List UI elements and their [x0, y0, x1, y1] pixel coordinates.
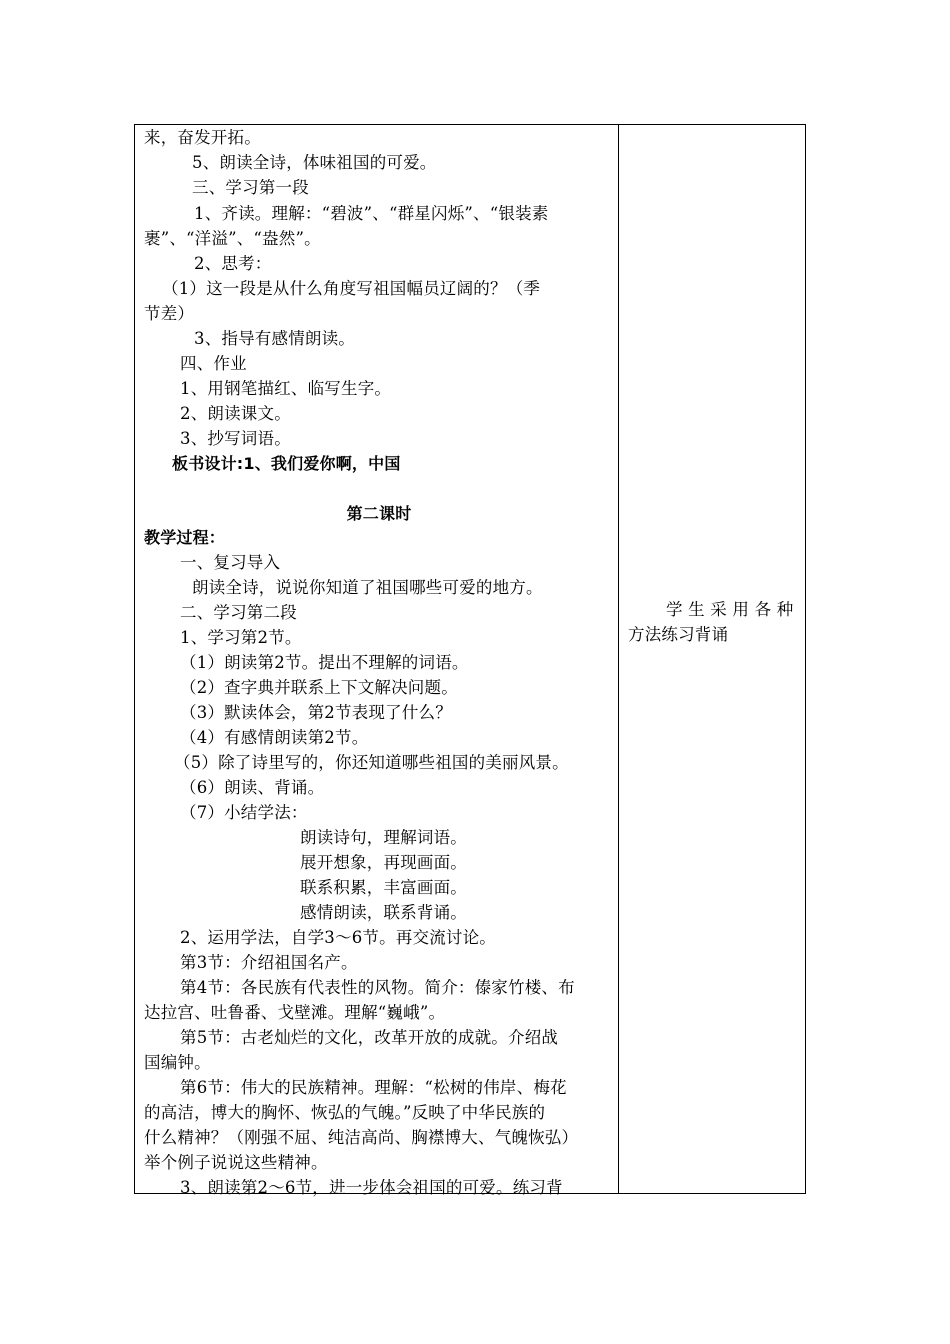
content-line: （6）朗读、背诵。 — [180, 778, 325, 797]
content-line: 达拉宫、吐鲁番、戈壁滩。理解“巍峨”。 — [144, 1003, 446, 1022]
content-line: 2、思考： — [194, 254, 272, 273]
content-line: 第5节：古老灿烂的文化，改革开放的成就。介绍战 — [180, 1028, 559, 1047]
content-line: 的高洁，博大的胸怀、恢弘的气魄。”反映了中华民族的 — [144, 1103, 546, 1122]
content-line: 举个例子说说这些精神。 — [144, 1153, 328, 1172]
content-line: 1、用钢笔描红、临写生字。 — [180, 379, 392, 398]
content-line: （2）查字典并联系上下文解决问题。 — [180, 678, 458, 697]
column-divider — [618, 124, 619, 1194]
content-line: 2、朗读课文。 — [180, 404, 291, 423]
content-line: 二、学习第二段 — [180, 603, 297, 622]
content-line: 1、齐读。理解：“碧波”、“群星闪烁”、“银装素 — [194, 204, 549, 223]
content-line: 2、运用学法，自学3～6节。再交流讨论。 — [180, 928, 496, 947]
content-line: 朗读诗句，理解词语。 — [300, 828, 467, 847]
content-line: 节差） — [144, 304, 195, 323]
content-line: 第6节：伟大的民族精神。理解：“松树的伟岸、梅花 — [180, 1078, 567, 1097]
content-line: 四、作业 — [180, 354, 247, 373]
content-line: 第4节：各民族有代表性的风物。简介：傣家竹楼、布 — [180, 978, 575, 997]
content-line: 国编钟。 — [144, 1053, 211, 1072]
content-line: （3）默读体会，第2节表现了什么？ — [180, 703, 452, 722]
note-line: 学 生 采 用 各 种 — [666, 600, 794, 619]
notes-cell — [628, 598, 800, 647]
content-line: 联系积累，丰富画面。 — [300, 878, 467, 897]
content-line: （7）小结学法： — [180, 803, 308, 822]
content-line: （1）朗读第2节。提出不理解的词语。 — [180, 653, 469, 672]
note-line: 方法练习背诵 — [628, 624, 729, 644]
content-line: 5、朗读全诗，体味祖国的可爱。 — [192, 153, 437, 172]
content-line: 1、学习第2节。 — [180, 628, 302, 647]
content-line: 3、抄写词语。 — [180, 429, 291, 448]
content-line: 朗读全诗，说说你知道了祖国哪些可爱的地方。 — [192, 578, 543, 597]
content-line: 第3节：介绍祖国名产。 — [180, 953, 358, 972]
heading-line: 板书设计:1、我们爱你啊，中国 — [172, 454, 401, 473]
content-line: 展开想象，再现画面。 — [300, 853, 467, 872]
content-line: （4）有感情朗读第2节。 — [180, 728, 369, 747]
content-line: （5）除了诗里写的，你还知道哪些祖国的美丽风景。 — [174, 753, 569, 772]
content-line: 裹”、“洋溢”、“盎然”。 — [144, 229, 321, 248]
content-line: 3、指导有感情朗读。 — [194, 329, 355, 348]
content-line: 三、学习第一段 — [192, 178, 309, 197]
content-line: 什么精神？（刚强不屈、纯洁高尚、胸襟博大、气魄恢弘） — [144, 1128, 579, 1147]
content-line: （1）这一段是从什么角度写祖国幅员辽阔的？（季 — [162, 279, 541, 298]
content-line: 一、复习导入 — [180, 553, 281, 572]
content-line: 3、朗读第2～6节，进一步体会祖国的可爱。练习背 — [180, 1178, 563, 1197]
content-line: 来，奋发开拓。 — [144, 128, 261, 147]
heading-line: 教学过程： — [144, 528, 226, 547]
heading-line: 第二课时 — [346, 504, 412, 523]
content-line: 感情朗读，联系背诵。 — [300, 903, 467, 922]
